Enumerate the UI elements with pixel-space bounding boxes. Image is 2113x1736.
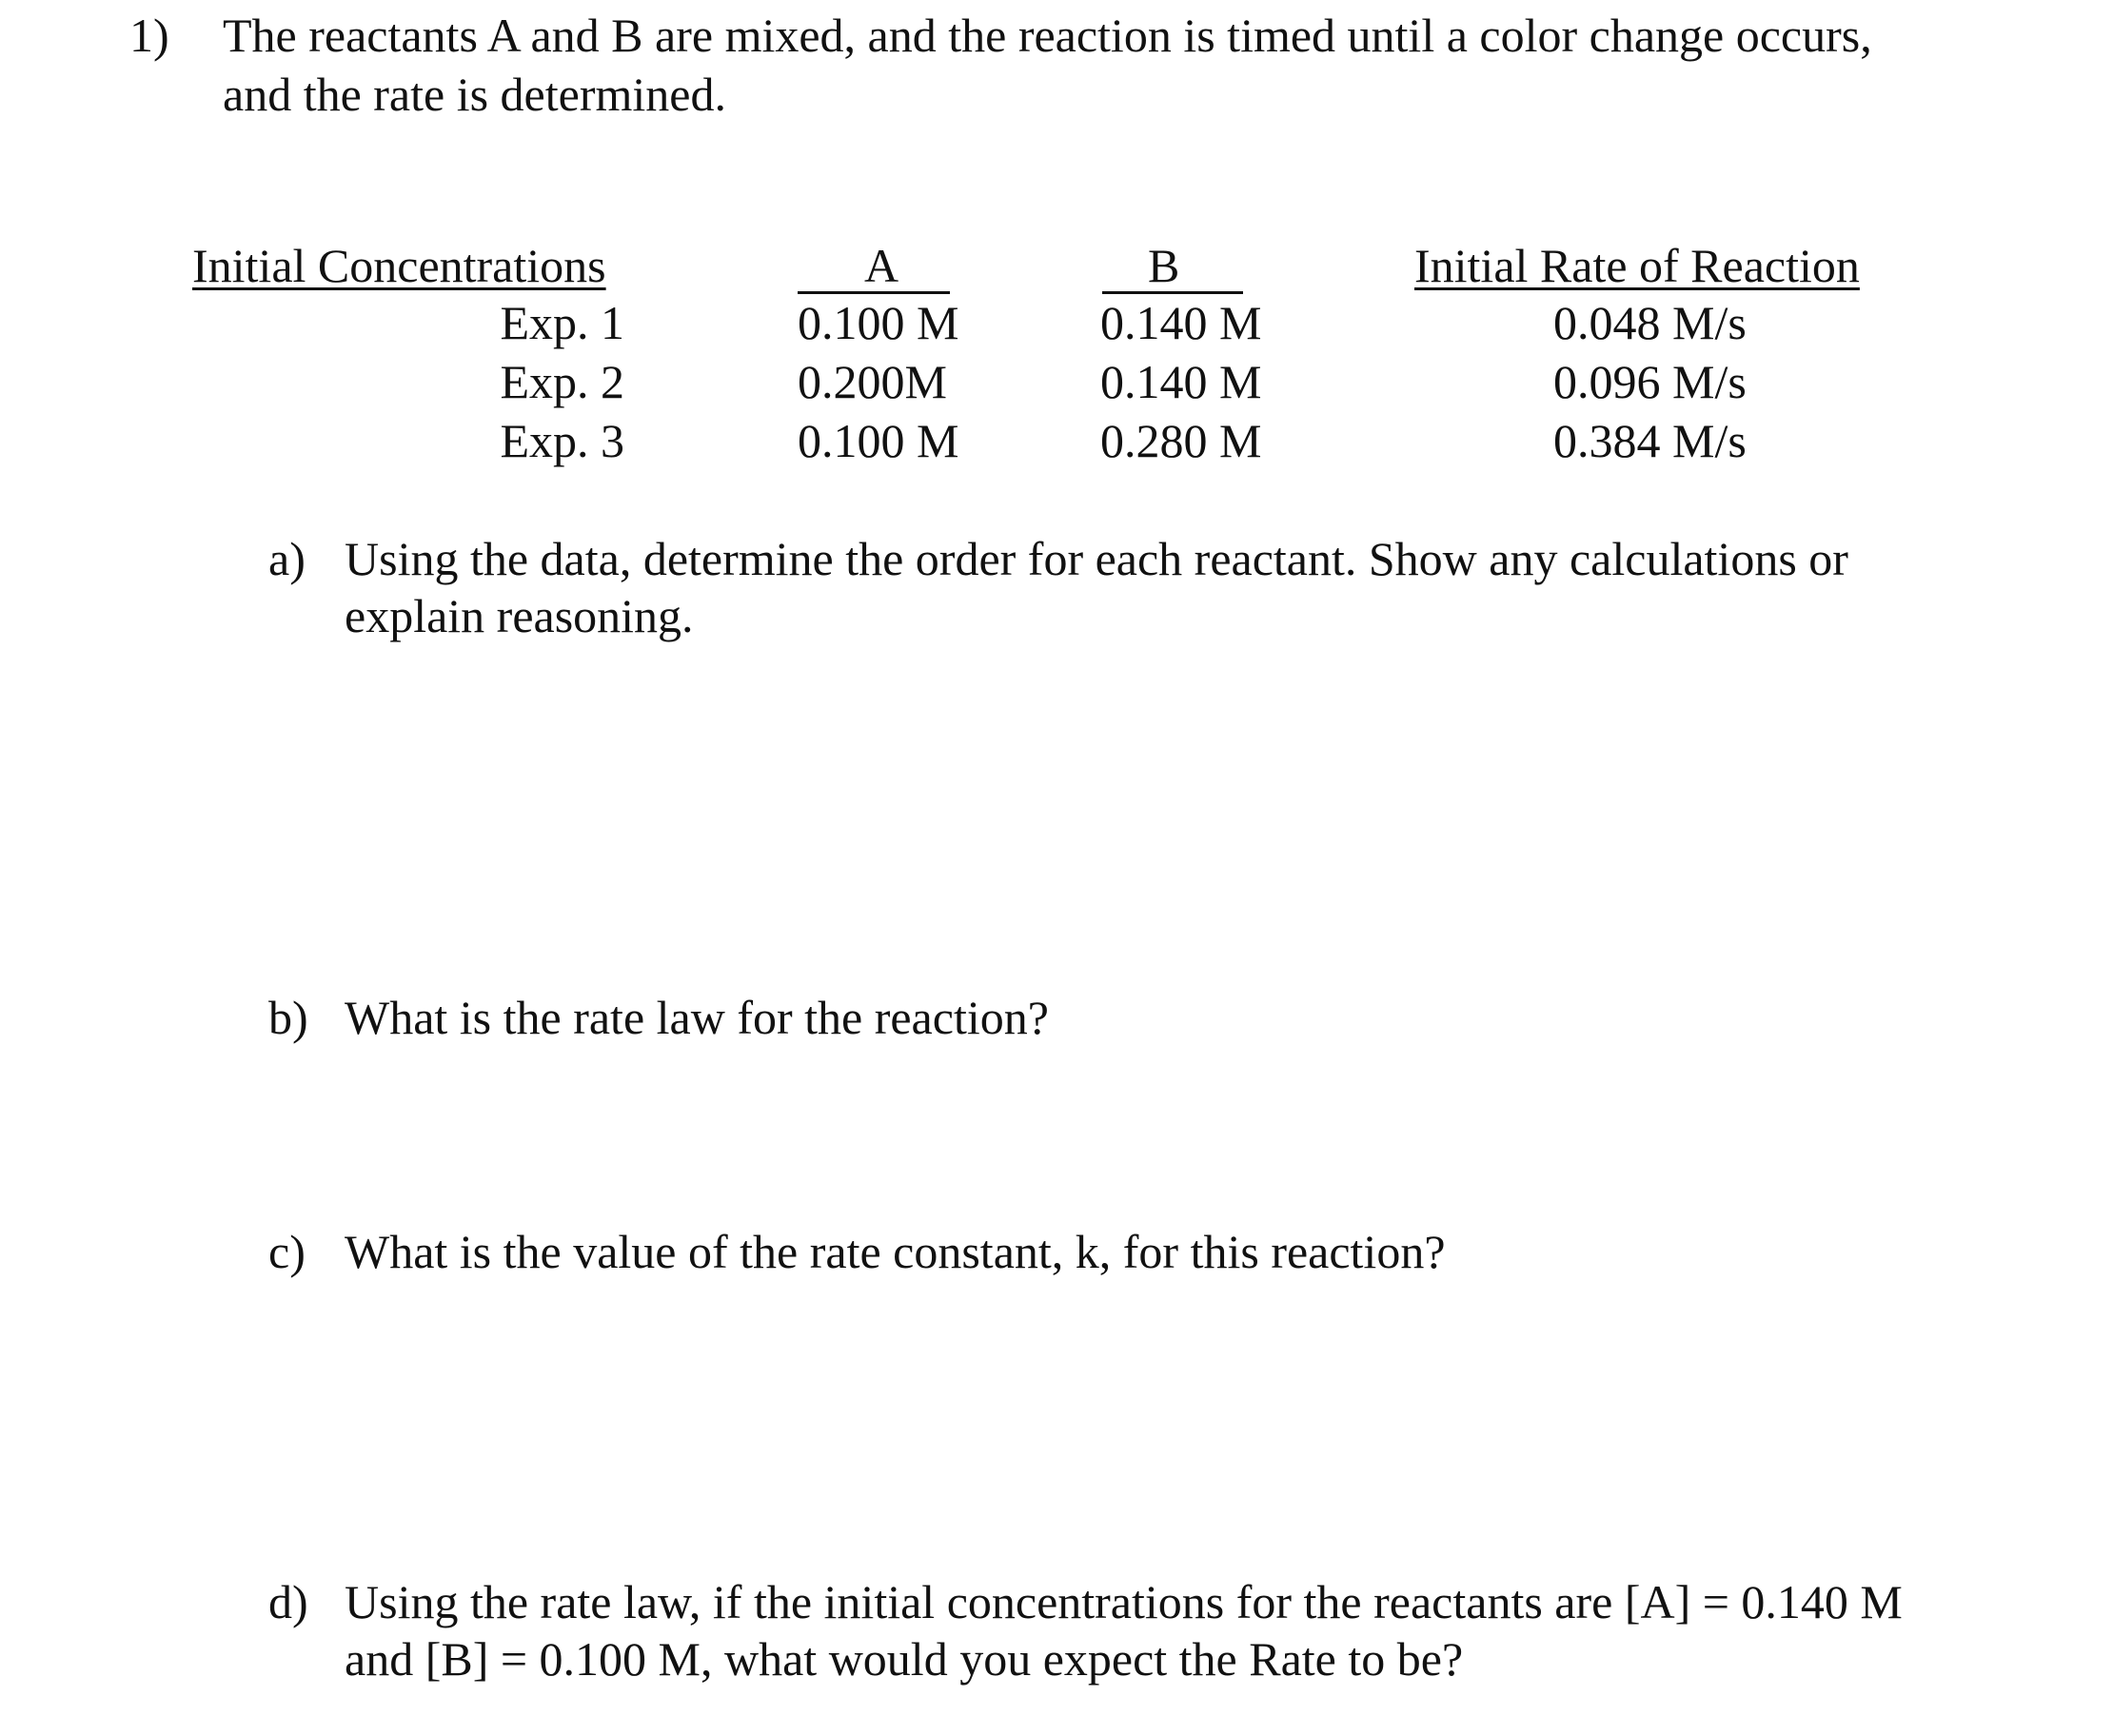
part-c-line-1: What is the value of the rate constant, k, for this reaction? [345, 1225, 1446, 1278]
part-a-label: a) [268, 532, 306, 585]
row-1-rate: 0.048 M/s [1553, 296, 1747, 349]
row-1-exp: Exp. 1 [500, 296, 624, 349]
row-1-b: 0.140 M [1100, 296, 1262, 349]
row-3-b: 0.280 M [1100, 414, 1262, 467]
question-line-2: and the rate is determined. [223, 68, 726, 121]
header-initial-rate: Initial Rate of Reaction [1414, 239, 1860, 292]
part-d-label: d) [268, 1575, 308, 1628]
row-3-a: 0.100 M [798, 414, 959, 467]
part-c-label: c) [268, 1225, 306, 1278]
row-3-rate: 0.384 M/s [1553, 414, 1747, 467]
question-line-1: The reactants A and B are mixed, and the reaction is timed until a color change occurs, [223, 9, 1872, 62]
row-1-a: 0.100 M [798, 296, 959, 349]
part-d-line-1: Using the rate law, if the initial concentrations for the reactants are [A] = 0.140 M [345, 1575, 1903, 1628]
question-number: 1) [129, 9, 169, 62]
row-3-exp: Exp. 3 [500, 414, 624, 467]
row-2-rate: 0.096 M/s [1553, 355, 1747, 408]
header-a: A [864, 239, 899, 292]
header-b: B [1148, 239, 1180, 292]
part-b-label: b) [268, 991, 308, 1044]
part-a-line-2: explain reasoning. [345, 589, 694, 642]
row-2-a: 0.200M [798, 355, 947, 408]
part-d-line-2: and [B] = 0.100 M, what would you expect the Rate to be? [345, 1632, 1464, 1686]
row-2-exp: Exp. 2 [500, 355, 624, 408]
part-b-line-1: What is the rate law for the reaction? [345, 991, 1049, 1044]
part-a-line-1: Using the data, determine the order for each reactant. Show any calculations or [345, 532, 1848, 585]
row-2-b: 0.140 M [1100, 355, 1262, 408]
header-initial-concentrations: Initial Concentrations [192, 239, 606, 292]
